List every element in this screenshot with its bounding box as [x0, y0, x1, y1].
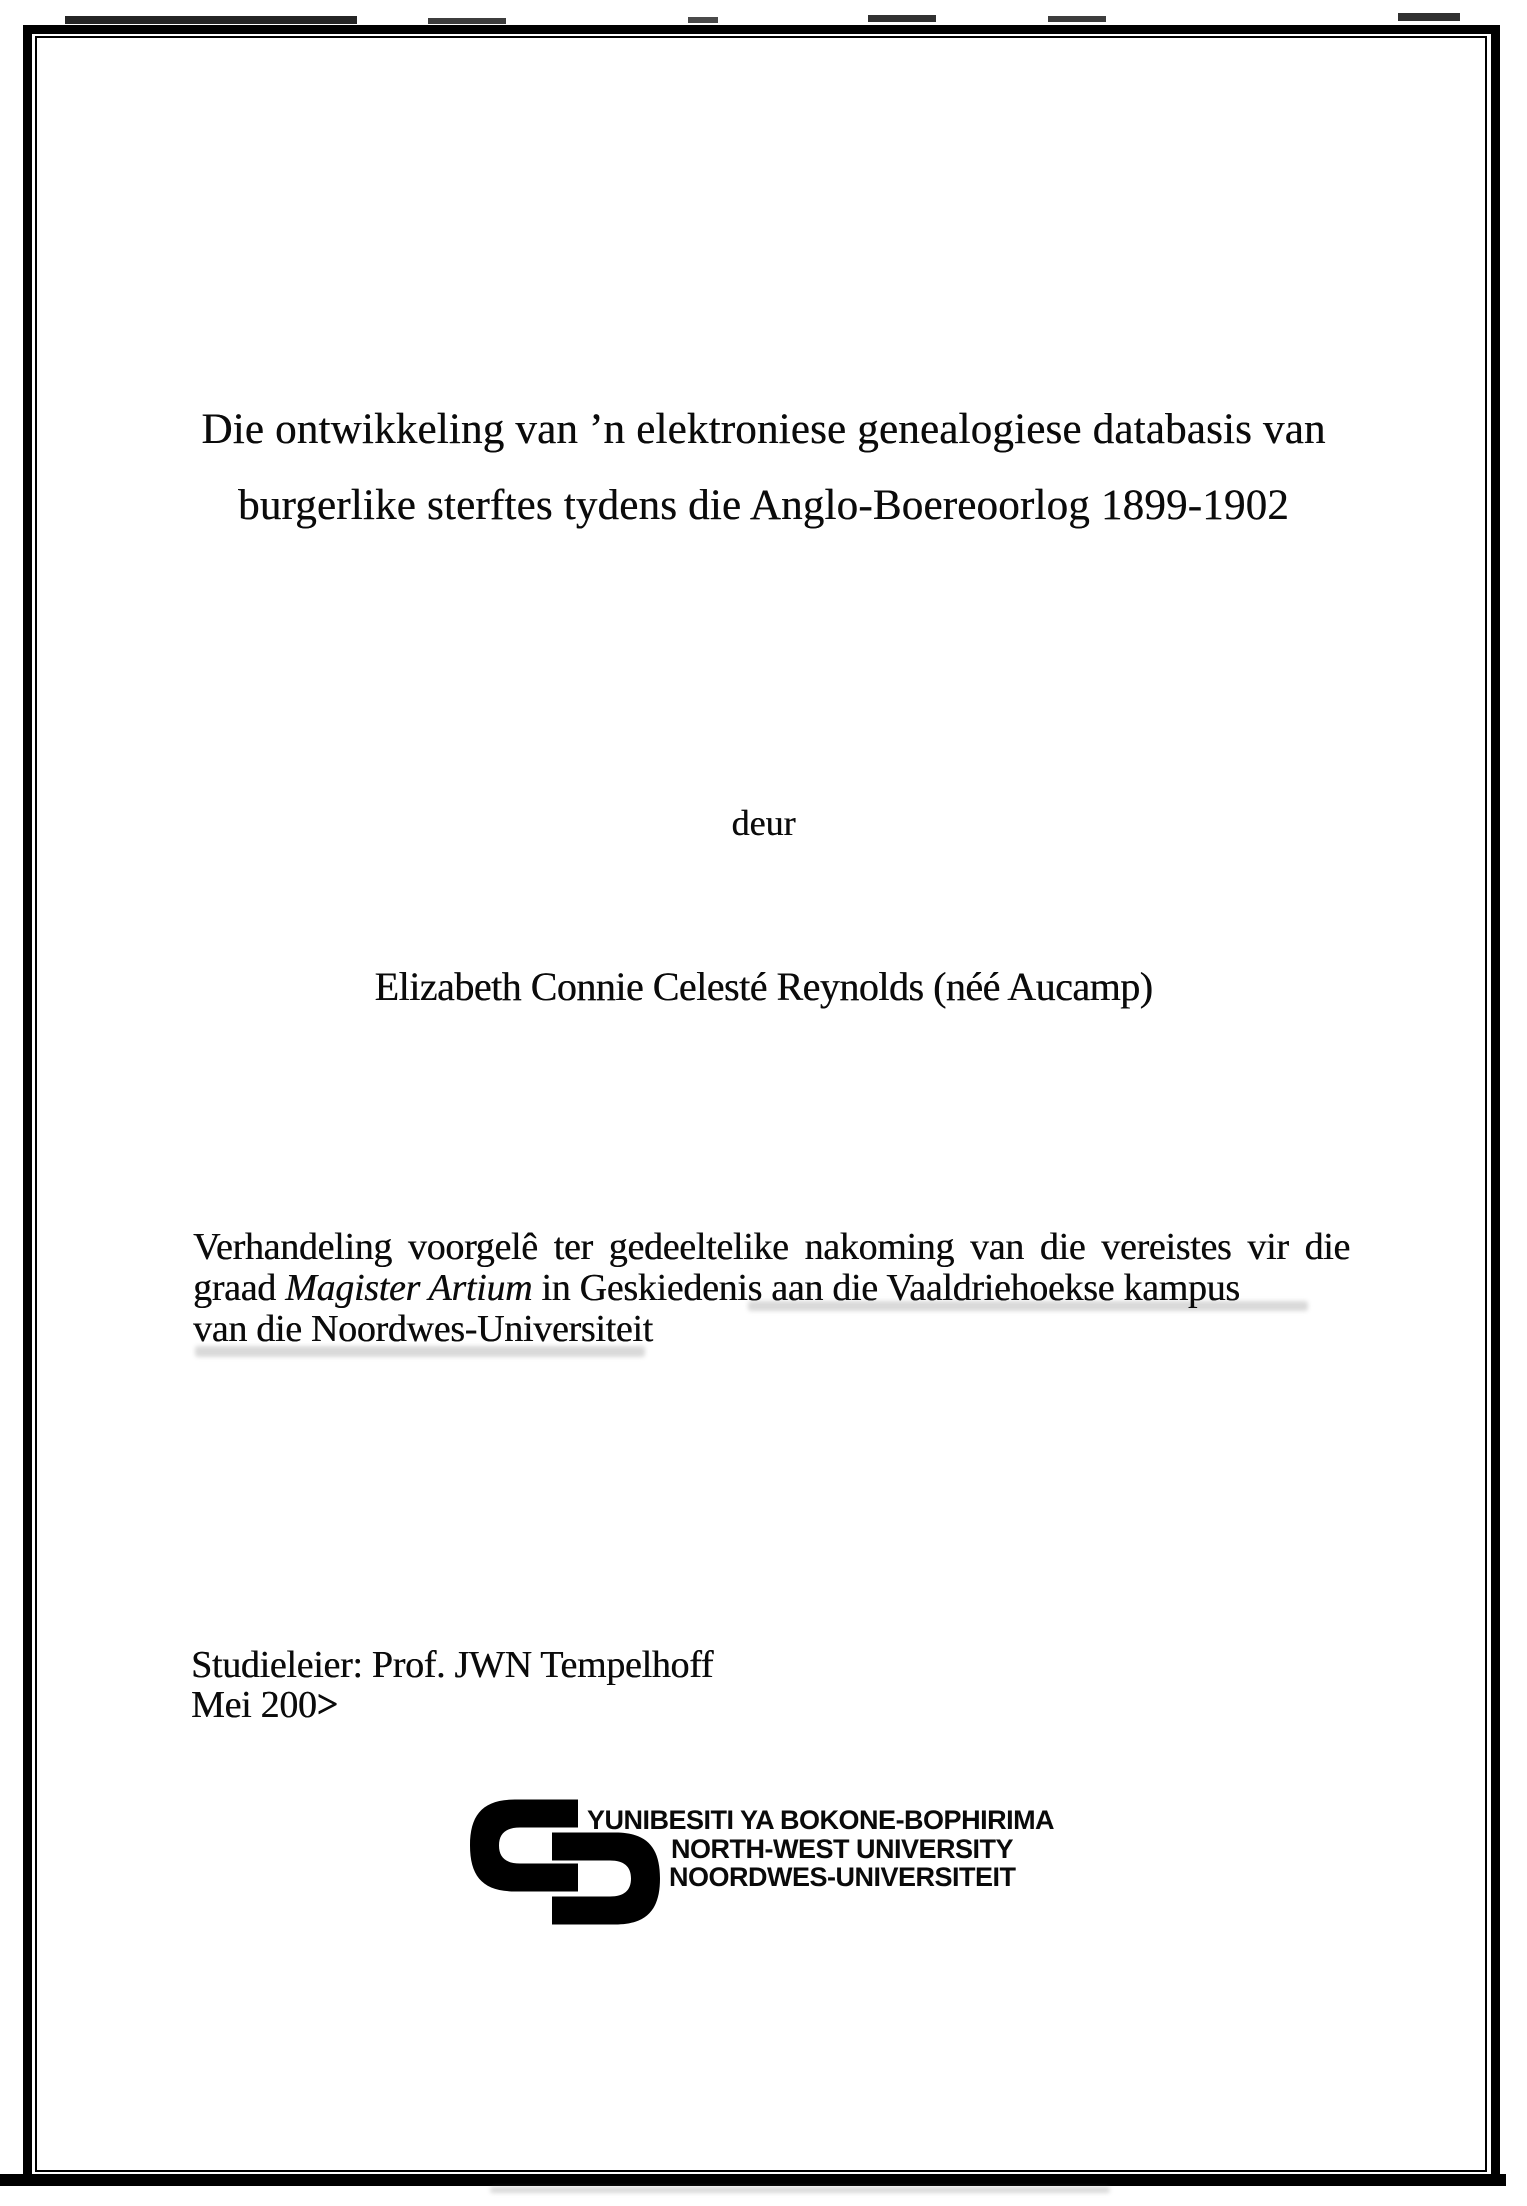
scan-artifact	[688, 17, 718, 23]
scan-artifact	[490, 2187, 1110, 2193]
thesis-title	[95, 392, 1432, 544]
logo-text-english: NORTH-WEST UNIVERSITY	[671, 1834, 1014, 1864]
logo-text-afrikaans: NOORDWES-UNIVERSITEIT	[669, 1862, 1016, 1892]
statement-line1: Verhandeling voorgelê ter gedeeltelike nakoming van die vereistes vir die	[193, 1226, 1350, 1268]
supervisor-block	[191, 1644, 1091, 1728]
scan-artifact	[1048, 16, 1106, 22]
statement-line2-italic: Magister Artium	[285, 1267, 533, 1309]
statement-line3: van die Noordwes-Universiteit	[193, 1308, 653, 1350]
date-text: Mei 200	[191, 1684, 317, 1726]
scan-artifact	[1398, 13, 1460, 21]
supervisor-line: Studieleier: Prof. JWN Tempelhoff	[191, 1644, 714, 1686]
thesis-statement	[193, 1227, 1350, 1350]
scan-artifact	[868, 15, 936, 22]
statement-line2-pre: graad	[193, 1267, 286, 1309]
date-line	[191, 1682, 1091, 1728]
thesis-title-line1: Die ontwikkeling van ’n elektroniese genealogiese databasis van	[201, 406, 1326, 453]
thesis-title-line2: burgerlike sterftes tydens die Anglo-Boereoorlog 1899-1902	[238, 482, 1289, 529]
scan-artifact	[428, 18, 506, 24]
byline-label: deur	[731, 803, 796, 843]
scan-artifact-bottom	[0, 2174, 1506, 2186]
date-scanned-seven-glyph: >	[316, 1682, 338, 1728]
author-name: Elizabeth Connie Celesté Reynolds (néé Aucamp)	[374, 964, 1153, 1009]
scan-artifact	[65, 16, 357, 24]
statement-line2-post: in Geskiedenis aan die Vaaldriehoekse kampus	[532, 1267, 1240, 1309]
logo-text-setswana: YUNIBESITI YA BOKONE-BOPHIRIMA	[587, 1805, 1055, 1835]
statement-line2	[193, 1268, 1350, 1309]
